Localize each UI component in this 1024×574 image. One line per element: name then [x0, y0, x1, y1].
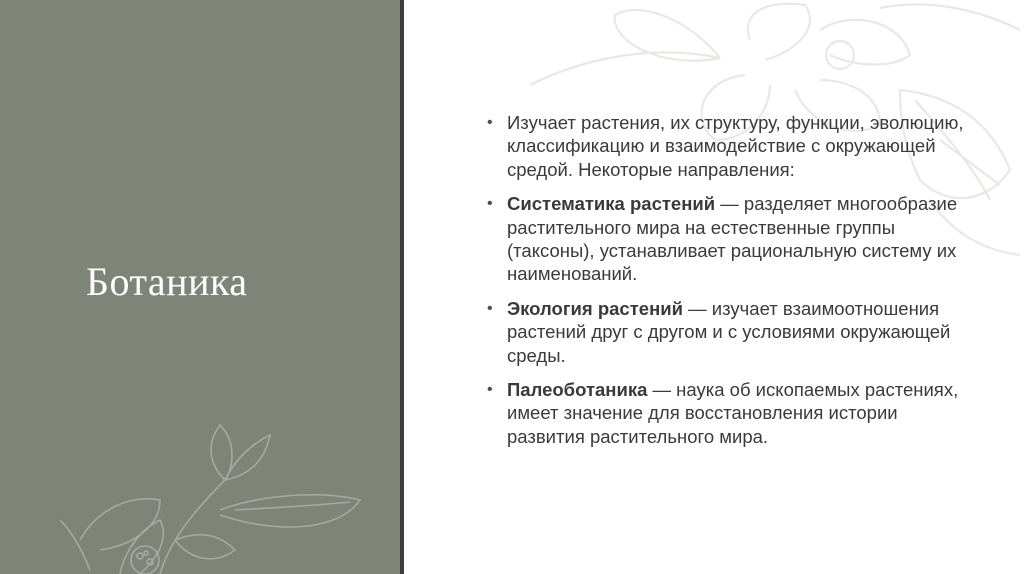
- bullet-dot-icon: •: [487, 381, 493, 399]
- bullet-item-paleobotany: [484, 378, 964, 448]
- bullet-term: Экология растений: [507, 297, 683, 319]
- bullet-dot-icon: •: [487, 114, 493, 131]
- bullet-term: Систематика растений: [507, 193, 716, 215]
- bullet-item-systematics: [484, 192, 964, 286]
- bullet-item-ecology: [484, 297, 964, 367]
- bullet-list: [484, 111, 964, 448]
- bullet-dot-icon: •: [487, 195, 493, 213]
- bullet-item-intro: [484, 111, 964, 181]
- leaf-decoration-icon: [60, 420, 400, 574]
- bullet-text: — наука об ископаемых растениях, имеет значение для восстановления истории развития растительного мира.: [507, 379, 959, 447]
- bullet-text: — изучает взаимоотношения растений друг с другом и с условиями окружающей среды.: [507, 297, 951, 366]
- bullet-text: Изучает растения, их структуру, функции, эволюцию, классификацию и взаимодействие с окружающей средой. Некоторые направления:: [507, 112, 964, 180]
- bullet-term: Палеоботаника: [507, 379, 648, 401]
- bullet-dot-icon: •: [487, 299, 493, 317]
- title-panel: [0, 0, 400, 574]
- bullet-text: — разделяет многообразие растительного мира на естественные группы (таксоны), устанавливает рациональную систему их наименований.: [507, 193, 958, 285]
- slide-title: Ботаника: [86, 259, 248, 304]
- content-area: [484, 111, 964, 459]
- vertical-divider: [400, 0, 404, 574]
